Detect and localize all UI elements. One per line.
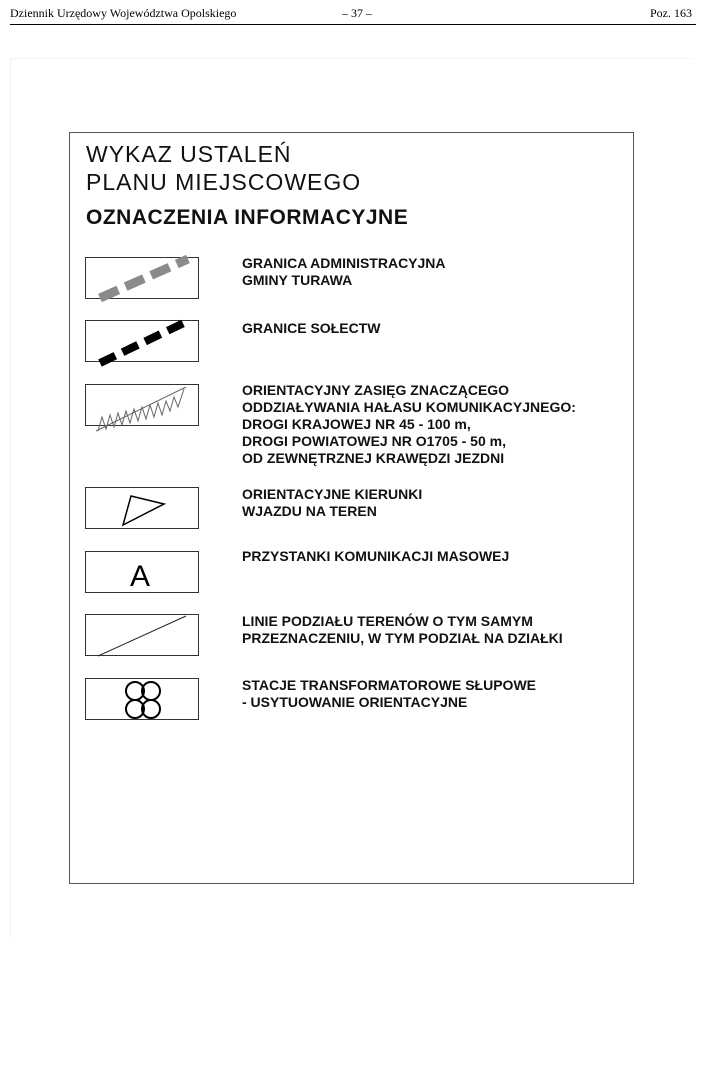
four-circles-icon (86, 679, 200, 721)
legend-item-4-line-2: WJAZDU NA TEREN (242, 503, 377, 519)
legend-item-1-line-1: GRANICA ADMINISTRACYJNA (242, 255, 446, 271)
legend-item-6-line-1: LINIE PODZIAŁU TERENÓW O TYM SAMYM (242, 613, 533, 629)
legend-item-3-line-5: OD ZEWNĘTRZNEJ KRAWĘDZI JEZDNI (242, 450, 505, 466)
legend-item-7-line-2: - USYTUOWANIE ORIENTACYJNE (242, 694, 468, 710)
thin-diagonal-line-icon (86, 615, 200, 657)
legend-title-line1: WYKAZ USTALEŃ (86, 141, 292, 167)
symbol-box-village-boundaries (85, 320, 199, 362)
zigzag-line-icon (86, 385, 200, 427)
legend-item-1-line-2: GMINY TURAWA (242, 272, 353, 288)
legend-item-3-line-2: ODDZIAŁYWANIA HAŁASU KOMUNIKACYJNEGO: (242, 399, 576, 415)
legend-item-2 (242, 320, 380, 337)
page-header (10, 4, 696, 25)
symbol-box-bus-stops (85, 551, 199, 593)
legend-item-3-line-4: DROGI POWIATOWEJ NR O1705 - 50 m, (242, 433, 506, 449)
legend-item-5-line-1: PRZYSTANKI KOMUNIKACJI MASOWEJ (242, 548, 510, 564)
legend-item-3-line-1: ORIENTACYJNY ZASIĘG ZNACZĄCEGO (242, 382, 510, 398)
symbol-box-division-lines (85, 614, 199, 656)
legend-title (86, 140, 361, 196)
legend-item-3 (242, 382, 576, 467)
letter-a-icon (86, 552, 200, 594)
legend-item-4 (242, 486, 422, 520)
legend-item-5 (242, 548, 509, 565)
legend-item-6-line-2: PRZEZNACZENIU, W TYM PODZIAŁ NA DZIAŁKI (242, 630, 563, 646)
symbol-box-administrative-boundary (85, 257, 199, 299)
letter-a-glyph: A (129, 560, 151, 593)
page-number: – 37 – (342, 6, 372, 20)
journal-title: Dziennik Urzędowy Województwa Opolskiego (10, 6, 237, 20)
grey-dashed-line-icon (86, 258, 200, 300)
black-dashed-line-icon (86, 321, 200, 363)
position-number: Poz. 163 (650, 6, 692, 20)
legend-item-7 (242, 677, 536, 711)
legend-subtitle: OZNACZENIA INFORMACYJNE (86, 206, 409, 229)
legend-item-3-line-3: DROGI KRAJOWEJ NR 45 - 100 m, (242, 416, 471, 432)
legend-item-4-line-1: ORIENTACYJNE KIERUNKI (242, 486, 423, 502)
legend-item-7-line-1: STACJE TRANSFORMATOROWE SŁUPOWE (242, 677, 536, 693)
symbol-box-noise-range (85, 384, 199, 426)
legend-title-line2: PLANU MIEJSCOWEGO (86, 169, 362, 195)
legend-item-2-line-1: GRANICE SOŁECTW (242, 320, 381, 336)
symbol-box-entry-directions (85, 487, 199, 529)
legend-item-1 (242, 255, 446, 289)
triangle-arrow-icon (86, 488, 200, 530)
legend-item-6 (242, 613, 563, 647)
symbol-box-transformer-stations (85, 678, 199, 720)
